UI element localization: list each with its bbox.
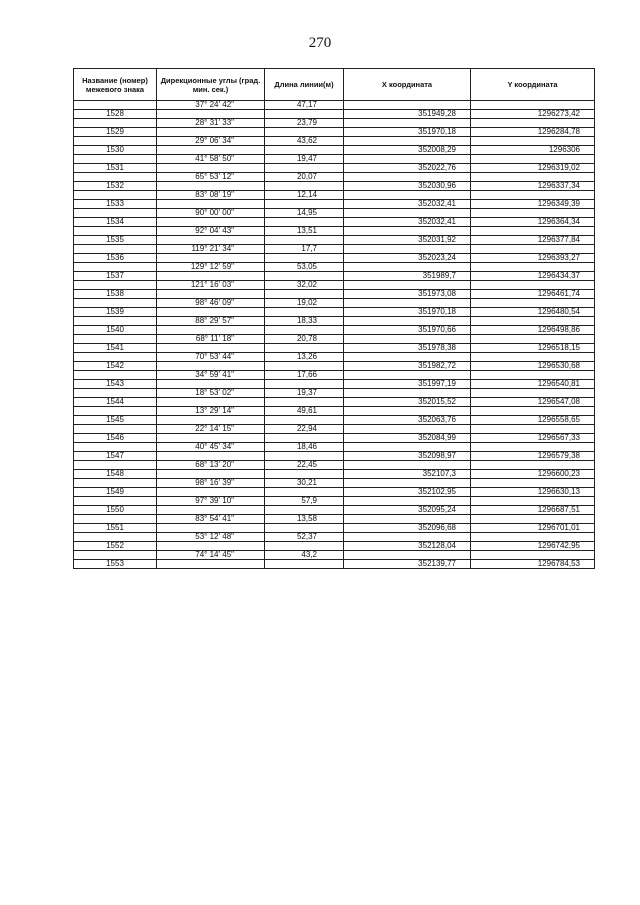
cell-length: 13,26 xyxy=(265,353,344,362)
table-row-segment xyxy=(74,461,595,470)
cell-y: 1296349,39 xyxy=(471,200,595,209)
header-y: Y координата xyxy=(471,69,595,101)
cell-angle: 29° 06' 34" xyxy=(157,137,265,146)
cell-name: 1530 xyxy=(74,146,157,155)
table-row-segment xyxy=(74,245,595,254)
header-x: X координата xyxy=(344,69,471,101)
table-row-segment xyxy=(74,173,595,182)
cell-length: 49,61 xyxy=(265,407,344,416)
cell-angle: 28° 31' 33" xyxy=(157,119,265,128)
cell-angle: 119° 21' 34" xyxy=(157,245,265,254)
cell-angle: 22° 14' 15" xyxy=(157,425,265,434)
table-row-point xyxy=(74,110,595,119)
table-row-point xyxy=(74,218,595,227)
cell-x: 351997,19 xyxy=(344,380,471,389)
cell-length: 17,66 xyxy=(265,371,344,380)
cell-x: 352102,95 xyxy=(344,488,471,497)
cell-y: 1296579,38 xyxy=(471,452,595,461)
cell-name: 1535 xyxy=(74,236,157,245)
table-row-segment xyxy=(74,335,595,344)
cell-name: 1544 xyxy=(74,398,157,407)
table-row-point xyxy=(74,542,595,551)
table-row-point xyxy=(74,182,595,191)
table-row-segment xyxy=(74,425,595,434)
cell-x: 352022,76 xyxy=(344,164,471,173)
cell-angle: 70° 53' 44" xyxy=(157,353,265,362)
cell-y: 1296518,15 xyxy=(471,344,595,353)
cell-length xyxy=(265,560,344,569)
cell-y: 1296498,86 xyxy=(471,326,595,335)
cell-angle: 18° 53' 02" xyxy=(157,389,265,398)
table-row-segment xyxy=(74,551,595,560)
table-row-point xyxy=(74,416,595,425)
cell-length: 22,45 xyxy=(265,461,344,470)
cell-angle: 53° 12' 48" xyxy=(157,533,265,542)
cell-x: 352128,04 xyxy=(344,542,471,551)
table-row-segment xyxy=(74,389,595,398)
cell-length: 19,02 xyxy=(265,299,344,308)
cell-x: 351973,08 xyxy=(344,290,471,299)
cell-angle: 88° 29' 57" xyxy=(157,317,265,326)
cell-x: 352008,29 xyxy=(344,146,471,155)
table-row-segment xyxy=(74,263,595,272)
cell-y: 1296306 xyxy=(471,146,595,155)
cell-name: 1531 xyxy=(74,164,157,173)
table-row-point xyxy=(74,488,595,497)
cell-length: 12,14 xyxy=(265,191,344,200)
table-row-segment xyxy=(74,137,595,146)
cell-angle: 41° 58' 50" xyxy=(157,155,265,164)
cell-y: 1296600,23 xyxy=(471,470,595,479)
table-row-point xyxy=(74,308,595,317)
cell-length: 20,78 xyxy=(265,335,344,344)
table-row-point xyxy=(74,524,595,533)
table-row-segment xyxy=(74,515,595,524)
cell-name: 1540 xyxy=(74,326,157,335)
table-body xyxy=(74,101,595,569)
table-row-segment xyxy=(74,479,595,488)
cell-name: 1539 xyxy=(74,308,157,317)
table-row-segment xyxy=(74,443,595,452)
cell-y: 1296567,33 xyxy=(471,434,595,443)
table-row-segment xyxy=(74,155,595,164)
cell-angle: 98° 46' 09" xyxy=(157,299,265,308)
cell-y: 1296558,65 xyxy=(471,416,595,425)
cell-x: 351970,18 xyxy=(344,128,471,137)
table-row-segment xyxy=(74,533,595,542)
table-row-point xyxy=(74,560,595,569)
cell-y: 1296687,51 xyxy=(471,506,595,515)
table-row-segment xyxy=(74,497,595,506)
cell-name: 1541 xyxy=(74,344,157,353)
cell-length: 13,58 xyxy=(265,515,344,524)
table-row-point xyxy=(74,146,595,155)
table-row-point xyxy=(74,506,595,515)
cell-angle: 65° 53' 12" xyxy=(157,173,265,182)
table-row-point xyxy=(74,200,595,209)
cell-y: 1296364,34 xyxy=(471,218,595,227)
cell-name: 1528 xyxy=(74,110,157,119)
cell-length: 14,95 xyxy=(265,209,344,218)
cell-y: 1296480,54 xyxy=(471,308,595,317)
cell-x: 352096,68 xyxy=(344,524,471,533)
table-row-point xyxy=(74,470,595,479)
cell-x: 352023,24 xyxy=(344,254,471,263)
table-row-segment xyxy=(74,101,595,110)
table-row-segment xyxy=(74,281,595,290)
table-row-segment xyxy=(74,317,595,326)
cell-angle: 83° 54' 41" xyxy=(157,515,265,524)
cell-name: 1547 xyxy=(74,452,157,461)
cell-x: 351949,28 xyxy=(344,110,471,119)
header-angle: Дирекционные углы (град. мин. сек.) xyxy=(157,69,265,101)
table-row-point xyxy=(74,452,595,461)
cell-y: 1296530,68 xyxy=(471,362,595,371)
cell-x: 352098,97 xyxy=(344,452,471,461)
cell-length: 43,62 xyxy=(265,137,344,146)
table-row-point xyxy=(74,128,595,137)
cell-y: 1296337,34 xyxy=(471,182,595,191)
cell-y: 1296273,42 xyxy=(471,110,595,119)
table-row-segment xyxy=(74,209,595,218)
cell-length: 22,94 xyxy=(265,425,344,434)
cell-angle: 13° 29' 14" xyxy=(157,407,265,416)
table-row-point xyxy=(74,380,595,389)
cell-x: 352095,24 xyxy=(344,506,471,515)
table-row-point xyxy=(74,254,595,263)
cell-x: 352084,99 xyxy=(344,434,471,443)
cell-x: 352032,41 xyxy=(344,200,471,209)
cell-x: 351970,66 xyxy=(344,326,471,335)
cell-y: 1296319,02 xyxy=(471,164,595,173)
cell-angle: 98° 16' 39" xyxy=(157,479,265,488)
cell-name: 1538 xyxy=(74,290,157,299)
cell-x: 351989,7 xyxy=(344,272,471,281)
cell-x: 351970,18 xyxy=(344,308,471,317)
cell-angle: 129° 12' 59" xyxy=(157,263,265,272)
cell-angle: 74° 14' 45" xyxy=(157,551,265,560)
cell-name: 1553 xyxy=(74,560,157,569)
cell-angle: 97° 39' 10" xyxy=(157,497,265,506)
cell-angle: 121° 16' 03" xyxy=(157,281,265,290)
cell-x: 351978,38 xyxy=(344,344,471,353)
cell-angle: 40° 45' 34" xyxy=(157,443,265,452)
cell-length: 20,07 xyxy=(265,173,344,182)
cell-y: 1296547,08 xyxy=(471,398,595,407)
cell-length: 57,9 xyxy=(265,497,344,506)
cell-angle: 34° 59' 41" xyxy=(157,371,265,380)
cell-length: 13,51 xyxy=(265,227,344,236)
table-row-point xyxy=(74,344,595,353)
table-row-segment xyxy=(74,119,595,128)
cell-length: 53,05 xyxy=(265,263,344,272)
cell-x: 352031,92 xyxy=(344,236,471,245)
table-row-point xyxy=(74,326,595,335)
cell-length: 43,2 xyxy=(265,551,344,560)
cell-angle: 92° 04' 43" xyxy=(157,227,265,236)
cell-name: 1548 xyxy=(74,470,157,479)
cell-length: 47,17 xyxy=(265,101,344,110)
cell-y: 1296393,27 xyxy=(471,254,595,263)
cell-name: 1545 xyxy=(74,416,157,425)
table-row-point xyxy=(74,362,595,371)
cell-x: 351982,72 xyxy=(344,362,471,371)
cell-length: 17,7 xyxy=(265,245,344,254)
cell-angle: 68° 11' 18" xyxy=(157,335,265,344)
cell-angle: 68° 13' 20" xyxy=(157,461,265,470)
cell-length: 18,46 xyxy=(265,443,344,452)
cell-name: 1537 xyxy=(74,272,157,281)
cell-y: 1296701,01 xyxy=(471,524,595,533)
cell-name: 1552 xyxy=(74,542,157,551)
table-header-row xyxy=(74,69,595,101)
cell-x: 352030,96 xyxy=(344,182,471,191)
cell-name: 1533 xyxy=(74,200,157,209)
table-row-point xyxy=(74,272,595,281)
cell-name: 1532 xyxy=(74,182,157,191)
cell-y: 1296540,81 xyxy=(471,380,595,389)
cell-length: 52,37 xyxy=(265,533,344,542)
cell-y: 1296377,84 xyxy=(471,236,595,245)
table-row-segment xyxy=(74,299,595,308)
cell-angle xyxy=(157,560,265,569)
cell-angle: 37° 24' 42" xyxy=(157,101,265,110)
boundary-coordinates-table xyxy=(73,68,595,569)
cell-y: 1296284,78 xyxy=(471,128,595,137)
table-row-segment xyxy=(74,407,595,416)
table-row-segment xyxy=(74,353,595,362)
table-row-point xyxy=(74,398,595,407)
table-row-segment xyxy=(74,191,595,200)
cell-length: 19,47 xyxy=(265,155,344,164)
cell-length: 23,79 xyxy=(265,119,344,128)
cell-name: 1536 xyxy=(74,254,157,263)
table-row-segment xyxy=(74,371,595,380)
table-row-point xyxy=(74,164,595,173)
cell-name: 1534 xyxy=(74,218,157,227)
page-number: 270 xyxy=(308,35,332,51)
cell-name: 1549 xyxy=(74,488,157,497)
cell-x: 352063,76 xyxy=(344,416,471,425)
cell-angle: 83° 08' 19" xyxy=(157,191,265,200)
cell-x: 352107,3 xyxy=(344,470,471,479)
table-row-point xyxy=(74,290,595,299)
table-row-point xyxy=(74,434,595,443)
cell-length: 30,21 xyxy=(265,479,344,488)
header-name: Название (номер) межевого знака xyxy=(74,69,157,101)
cell-y: 1296630,13 xyxy=(471,488,595,497)
cell-y: 1296784,53 xyxy=(471,560,595,569)
cell-y: 1296742,95 xyxy=(471,542,595,551)
cell-y: 1296461,74 xyxy=(471,290,595,299)
cell-length: 18,33 xyxy=(265,317,344,326)
cell-length: 19,37 xyxy=(265,389,344,398)
cell-length: 32,02 xyxy=(265,281,344,290)
table-row-point xyxy=(74,236,595,245)
header-length: Длина линии(м) xyxy=(265,69,344,101)
cell-name: 1550 xyxy=(74,506,157,515)
cell-name: 1542 xyxy=(74,362,157,371)
table-row-segment xyxy=(74,227,595,236)
cell-name: 1551 xyxy=(74,524,157,533)
cell-x: 352139,77 xyxy=(344,560,471,569)
cell-name: 1529 xyxy=(74,128,157,137)
cell-x: 352015,52 xyxy=(344,398,471,407)
cell-angle: 90° 00' 00" xyxy=(157,209,265,218)
cell-name: 1546 xyxy=(74,434,157,443)
cell-y: 1296434,37 xyxy=(471,272,595,281)
cell-name: 1543 xyxy=(74,380,157,389)
cell-x: 352032,41 xyxy=(344,218,471,227)
